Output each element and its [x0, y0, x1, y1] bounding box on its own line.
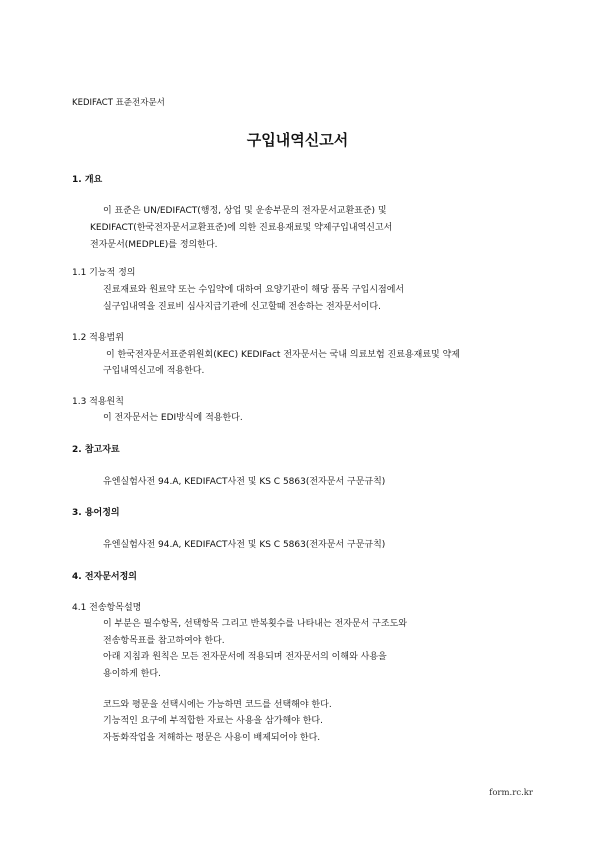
paragraph-line: 진료재료와 원료약 또는 수입약에 대하여 요양기관이 해당 품목 구입시점에서	[103, 285, 405, 295]
paragraph-line: 전송항목표를 참고하여야 한다.	[103, 636, 225, 646]
paragraph-line: 실구입내역을 진료비 심사지급기관에 신고할때 전송하는 전자문서이다.	[103, 302, 381, 312]
section-heading-references: 2. 참고자료	[72, 445, 120, 455]
paragraph-line: 유엔실험사전 94.A, KEDIFACT사전 및 KS C 5863(전자문서 구문규칙)	[103, 540, 386, 550]
paragraph-line: 유엔실험사전 94.A, KEDIFACT사전 및 KS C 5863(전자문서 구문규칙)	[103, 477, 386, 487]
subsection-heading-principles: 1.3 적용원칙	[72, 397, 124, 407]
paragraph-line: 코드와 평문을 선택시에는 가능하면 코드를 선택해야 한다.	[103, 700, 332, 710]
section-heading-overview: 1. 개요	[72, 175, 103, 185]
paragraph-line: 용이하게 한다.	[103, 669, 161, 679]
section-heading-terms: 3. 용어정의	[72, 508, 120, 518]
paragraph-line: 구입내역신고에 적용한다.	[103, 366, 205, 376]
paragraph-line: KEDIFACT(한국전자문서교환표준)에 의한 진료용재료및 약제구입내역신고서	[90, 223, 393, 233]
section-heading-message-definition: 4. 전자문서정의	[72, 572, 137, 582]
paragraph-line: 아래 지침과 원칙은 모든 전자문서에 적용되며 전자문서의 이해와 사용을	[103, 652, 387, 662]
paragraph-line: 이 부분은 필수항목, 선택항목 그리고 반복횟수를 나타내는 전자문서 구조도와	[103, 619, 407, 629]
page-title: 구입내역신고서	[246, 131, 349, 149]
subsection-heading-scope: 1.2 적용범위	[72, 333, 124, 343]
paragraph-line: 자동화작업을 저해하는 평문은 사용이 배제되어야 한다.	[103, 733, 321, 743]
paragraph-line: 이 표준은 UN/EDIFACT(행정, 상업 및 운송부문의 전자문서교환표준) 및	[103, 206, 387, 216]
paragraph-line: 전자문서(MEDPLE)를 정의한다.	[90, 240, 218, 250]
footer-source: form.rc.kr	[489, 788, 533, 798]
paragraph-line: 이 한국전자문서표준위원회(KEC) KEDIFact 전자문서는 국내 의료보험 진료용재료및 약제	[106, 350, 460, 360]
paragraph-line: 이 전자문서는 EDI방식에 적용한다.	[103, 413, 243, 423]
document-header: KEDIFACT 표준전자문서	[72, 98, 165, 108]
paragraph-line: 기능적인 요구에 부적합한 자료는 사용을 삼가해야 한다.	[103, 716, 323, 726]
subsection-heading-functional-definition: 1.1 기능적 정의	[72, 268, 136, 278]
subsection-heading-item-description: 4.1 전송항목설명	[72, 603, 142, 613]
